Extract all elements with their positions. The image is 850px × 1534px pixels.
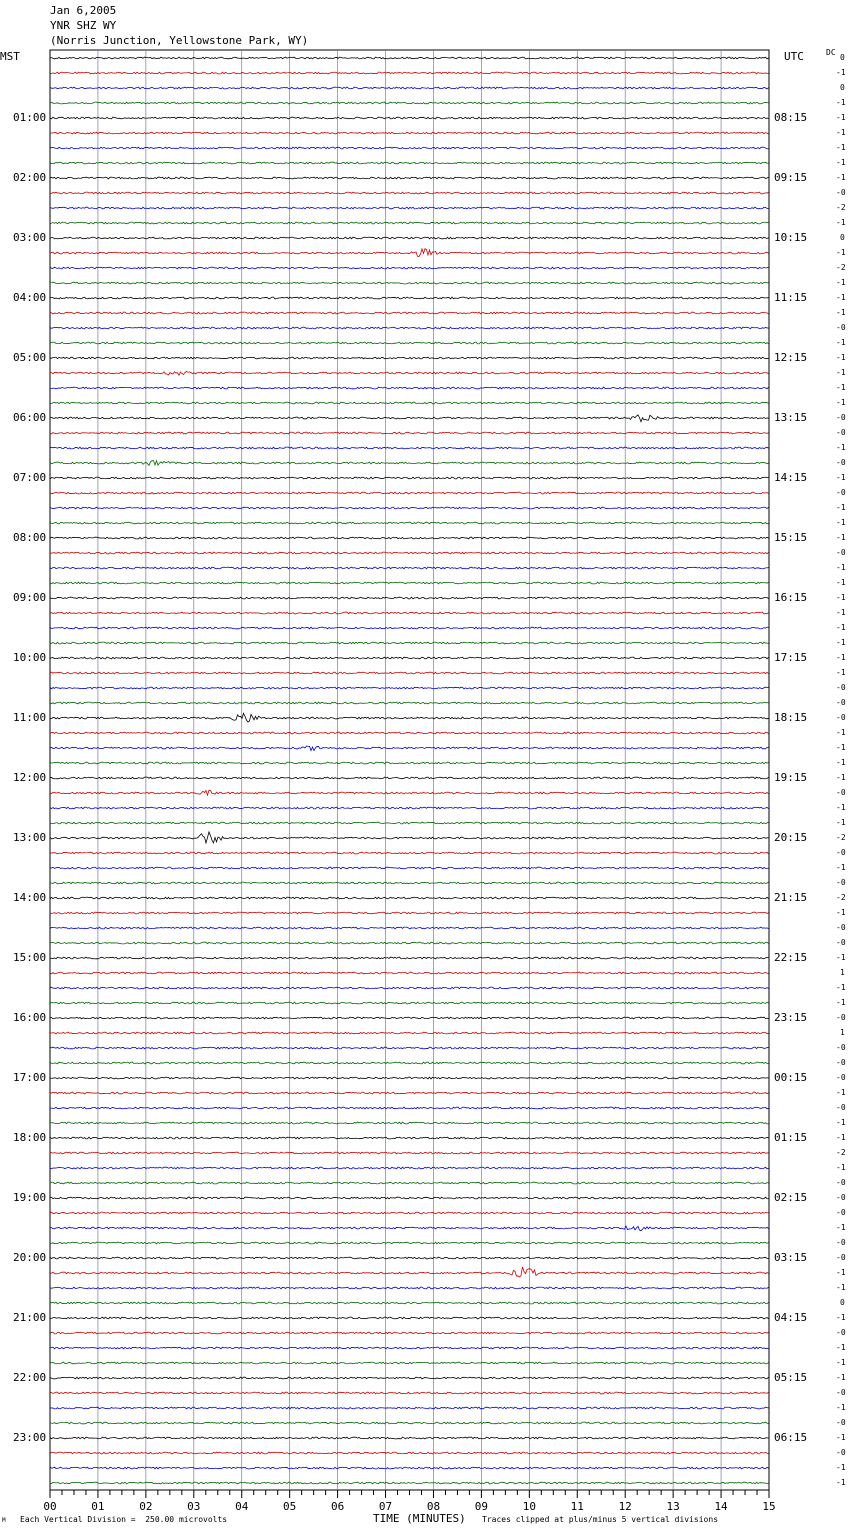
trace-59 <box>50 942 769 944</box>
trace-13 <box>50 249 769 257</box>
trace-30 <box>50 507 769 509</box>
dc-offset-value: -0 <box>836 1388 846 1397</box>
trace-64 <box>50 1017 769 1019</box>
dc-offset-value: -0 <box>836 1073 846 1082</box>
trace-94 <box>50 1467 769 1469</box>
dc-offset-value: -0 <box>836 488 846 497</box>
dc-offset-value: -1 <box>836 1433 846 1442</box>
right-hour-label: 00:15 <box>774 1071 808 1084</box>
trace-75 <box>50 1182 769 1184</box>
dc-offset-value: -1 <box>836 68 846 77</box>
dc-offset-value: -1 <box>836 248 846 257</box>
trace-90 <box>50 1407 769 1409</box>
dc-offset-value: -1 <box>836 98 846 107</box>
x-tick-label: 05 <box>283 1500 297 1513</box>
trace-26 <box>50 447 769 449</box>
trace-52 <box>50 832 769 843</box>
dc-offset-value: -0 <box>836 1253 846 1262</box>
dc-offset-value: -1 <box>836 908 846 917</box>
trace-14 <box>50 267 769 269</box>
dc-offset-value: -1 <box>836 1283 846 1292</box>
dc-offset-value: -0 <box>836 1043 846 1052</box>
dc-offset-value: -1 <box>836 593 846 602</box>
trace-49 <box>50 790 769 795</box>
left-hour-label: 08:00 <box>13 531 47 544</box>
dc-offset-value: -1 <box>836 803 846 812</box>
trace-80 <box>50 1257 769 1259</box>
trace-51 <box>50 822 769 824</box>
x-tick-label: 14 <box>714 1500 728 1513</box>
dc-offset-value: -1 <box>836 143 846 152</box>
dc-offset-value: -1 <box>836 308 846 317</box>
dc-offset-value: -1 <box>836 743 846 752</box>
dc-offset-value: -1 <box>836 1223 846 1232</box>
right-hour-label: 01:15 <box>774 1131 808 1144</box>
dc-offset-value: 0 <box>840 83 845 92</box>
dc-offset-value: -1 <box>836 773 846 782</box>
trace-43 <box>50 702 769 704</box>
trace-4 <box>50 117 769 119</box>
trace-39 <box>50 642 769 644</box>
dc-offset-value: -1 <box>836 728 846 737</box>
dc-offset-value: 1 <box>840 1028 845 1037</box>
trace-85 <box>50 1332 769 1334</box>
trace-88 <box>50 1377 769 1379</box>
dc-offset-value: -1 <box>836 398 846 407</box>
trace-45 <box>50 732 769 734</box>
x-tick-label: 08 <box>426 1500 441 1513</box>
trace-91 <box>50 1422 769 1424</box>
dc-offset-value: -2 <box>836 833 846 842</box>
dc-offset-value: -1 <box>836 1403 846 1412</box>
dc-offset-value: -1 <box>836 173 846 182</box>
dc-offset-value: -1 <box>836 1478 846 1487</box>
dc-offset-value: -2 <box>836 1148 846 1157</box>
dc-offset-value: -1 <box>836 1163 846 1172</box>
dc-offset-value: -1 <box>836 953 846 962</box>
trace-63 <box>50 1002 769 1004</box>
dc-offset-value: -1 <box>836 638 846 647</box>
dc-offset-value: -1 <box>836 1268 846 1277</box>
trace-5 <box>50 132 769 134</box>
right-hour-label: 10:15 <box>774 231 808 244</box>
right-hour-label: 03:15 <box>774 1251 808 1264</box>
dc-offset-value: -1 <box>836 278 846 287</box>
dc-offset-value: 0 <box>840 53 845 62</box>
trace-27 <box>50 461 769 466</box>
trace-79 <box>50 1242 769 1244</box>
trace-11 <box>50 222 769 224</box>
dc-offset-value: -0 <box>836 323 846 332</box>
trace-16 <box>50 297 769 299</box>
trace-76 <box>50 1197 769 1199</box>
dc-offset-value: -0 <box>836 1208 846 1217</box>
trace-71 <box>50 1122 769 1124</box>
trace-74 <box>50 1167 769 1169</box>
left-hour-label: 22:00 <box>13 1371 47 1384</box>
trace-68 <box>50 1077 769 1079</box>
dc-offset-value: -1 <box>836 503 846 512</box>
right-hour-label: 22:15 <box>774 951 808 964</box>
dc-offset-value: -1 <box>836 623 846 632</box>
left-hour-label: 05:00 <box>13 351 47 364</box>
dc-offset-value: -0 <box>836 1238 846 1247</box>
dc-offset-value: -1 <box>836 383 846 392</box>
trace-31 <box>50 522 769 524</box>
dc-offset-value: -1 <box>836 818 846 827</box>
plot-frame <box>50 50 769 1490</box>
header-station: YNR SHZ WY <box>50 19 117 32</box>
right-hour-label: 18:15 <box>774 711 808 724</box>
x-axis-title: TIME (MINUTES) <box>373 1512 466 1525</box>
right-hour-label: 06:15 <box>774 1431 808 1444</box>
trace-78 <box>50 1226 769 1231</box>
left-hour-label: 09:00 <box>13 591 47 604</box>
right-hour-label: 13:15 <box>774 411 808 424</box>
left-hour-label: 11:00 <box>13 711 47 724</box>
trace-87 <box>50 1362 769 1364</box>
trace-12 <box>50 237 769 239</box>
x-tick-label: 09 <box>474 1500 489 1513</box>
dc-offset-value: -0 <box>836 938 846 947</box>
trace-28 <box>50 477 769 479</box>
left-hour-label: 23:00 <box>13 1431 47 1444</box>
x-tick-label: 10 <box>522 1500 536 1513</box>
dc-offset-value: -0 <box>836 1448 846 1457</box>
dc-offset-value: -1 <box>836 338 846 347</box>
dc-offset-value: -1 <box>836 608 846 617</box>
right-hour-label: 04:15 <box>774 1311 808 1324</box>
right-hour-label: 15:15 <box>774 531 808 544</box>
dc-offset-value: -0 <box>836 428 846 437</box>
trace-92 <box>50 1437 769 1439</box>
dc-offset-value: -0 <box>836 1058 846 1067</box>
left-hour-label: 01:00 <box>13 111 47 124</box>
dc-offset-value: 0 <box>840 1298 845 1307</box>
right-hour-label: 09:15 <box>774 171 808 184</box>
dc-offset-value: -1 <box>836 578 846 587</box>
trace-62 <box>50 987 769 989</box>
trace-66 <box>50 1047 769 1049</box>
trace-3 <box>50 102 769 104</box>
clip-note: Traces clipped at plus/minus 5 vertical divisions <box>482 1515 719 1524</box>
header-location: (Norris Junction, Yellowstone Park, WY) <box>50 34 309 47</box>
left-hour-label: 17:00 <box>13 1071 47 1084</box>
left-timezone-label: MST <box>0 50 20 63</box>
dc-offset-value: -1 <box>836 518 846 527</box>
trace-44 <box>50 713 769 722</box>
dc-offset-value: -2 <box>836 263 846 272</box>
dc-offset-value: -1 <box>836 983 846 992</box>
dc-offset-value: -1 <box>836 1343 846 1352</box>
dc-offset-value: -0 <box>836 878 846 887</box>
trace-46 <box>50 746 769 751</box>
dc-offset-value: -0 <box>836 698 846 707</box>
trace-25 <box>50 432 769 434</box>
trace-18 <box>50 327 769 329</box>
x-tick-label: 12 <box>618 1500 632 1513</box>
trace-9 <box>50 192 769 194</box>
right-hour-label: 08:15 <box>774 111 808 124</box>
x-axis-ticks <box>43 1490 775 1513</box>
dc-offset-value: -1 <box>836 1463 846 1472</box>
x-tick-label: 01 <box>91 1500 105 1513</box>
x-tick-label: 15 <box>762 1500 776 1513</box>
trace-72 <box>50 1137 769 1139</box>
left-hour-label: 18:00 <box>13 1131 47 1144</box>
trace-86 <box>50 1347 769 1349</box>
dc-offset-value: -0 <box>836 1103 846 1112</box>
x-tick-label: 02 <box>139 1500 153 1513</box>
trace-57 <box>50 912 769 914</box>
trace-41 <box>50 672 769 674</box>
trace-84 <box>50 1317 769 1319</box>
trace-89 <box>50 1392 769 1394</box>
trace-69 <box>50 1092 769 1094</box>
trace-60 <box>50 957 769 959</box>
trace-50 <box>50 807 769 809</box>
trace-47 <box>50 762 769 764</box>
dc-offset-value: -2 <box>836 203 846 212</box>
trace-7 <box>50 162 769 164</box>
trace-15 <box>50 282 769 284</box>
dc-offset-value: -1 <box>836 533 846 542</box>
dc-offset-value: 0 <box>840 233 845 242</box>
trace-67 <box>50 1062 769 1064</box>
dc-offset-value: -1 <box>836 368 846 377</box>
header-date: Jan 6,2005 <box>50 4 117 17</box>
trace-53 <box>50 852 769 854</box>
scale-note: Each Vertical Division = 250.00 microvolts <box>20 1515 228 1524</box>
dc-offset-value: -1 <box>836 1118 846 1127</box>
left-hour-label: 10:00 <box>13 651 47 664</box>
trace-55 <box>50 882 769 884</box>
dc-offset-value: -1 <box>836 353 846 362</box>
dc-offset-value: -1 <box>836 1088 846 1097</box>
trace-29 <box>50 492 769 494</box>
dc-offset-value: -0 <box>836 923 846 932</box>
trace-10 <box>50 207 769 209</box>
dc-offset-value: -1 <box>836 668 846 677</box>
left-hour-label: 12:00 <box>13 771 47 784</box>
right-hour-label: 02:15 <box>774 1191 808 1204</box>
dc-offset-value: -0 <box>836 548 846 557</box>
trace-32 <box>50 537 769 539</box>
trace-38 <box>50 627 769 629</box>
left-hour-label: 16:00 <box>13 1011 47 1024</box>
right-hour-label: 19:15 <box>774 771 808 784</box>
trace-24 <box>50 415 769 422</box>
right-hour-label: 21:15 <box>774 891 808 904</box>
trace-19 <box>50 342 769 344</box>
dc-offset-value: -1 <box>836 113 846 122</box>
dc-offset-value: -0 <box>836 713 846 722</box>
trace-95 <box>50 1482 769 1484</box>
x-tick-label: 03 <box>187 1500 201 1513</box>
right-hour-label: 12:15 <box>774 351 808 364</box>
x-tick-label: 06 <box>330 1500 345 1513</box>
dc-offset-value: -0 <box>836 683 846 692</box>
right-hour-label: 17:15 <box>774 651 808 664</box>
dc-offset-value: -1 <box>836 128 846 137</box>
right-hour-label: 16:15 <box>774 591 808 604</box>
trace-21 <box>50 372 769 376</box>
x-tick-label: 04 <box>235 1500 249 1513</box>
dc-offset-value: -1 <box>836 653 846 662</box>
dc-offset-value: -1 <box>836 473 846 482</box>
dc-offset-value: -0 <box>836 1013 846 1022</box>
left-hour-label: 14:00 <box>13 891 47 904</box>
trace-58 <box>50 927 769 929</box>
trace-33 <box>50 552 769 554</box>
trace-82 <box>50 1287 769 1289</box>
dc-offset-value: -1 <box>836 758 846 767</box>
trace-23 <box>50 402 769 404</box>
trace-6 <box>50 147 769 149</box>
dc-offset-value: 1 <box>840 968 845 977</box>
trace-8 <box>50 177 769 179</box>
right-hour-label: 23:15 <box>774 1011 808 1024</box>
trace-83 <box>50 1302 769 1304</box>
minute-gridlines <box>98 50 721 1490</box>
trace-54 <box>50 867 769 869</box>
dc-offset-value: -0 <box>836 1418 846 1427</box>
right-hour-label: 05:15 <box>774 1371 808 1384</box>
right-hour-label: 11:15 <box>774 291 808 304</box>
trace-81 <box>50 1267 769 1277</box>
left-hour-label: 13:00 <box>13 831 47 844</box>
trace-0 <box>50 57 769 59</box>
x-tick-label: 07 <box>378 1500 393 1513</box>
left-hour-label: 19:00 <box>13 1191 47 1204</box>
dc-offset-value: -1 <box>836 1373 846 1382</box>
trace-34 <box>50 567 769 569</box>
trace-73 <box>50 1152 769 1154</box>
dc-offset-value: -1 <box>836 1133 846 1142</box>
dc-offset-value: -0 <box>836 1178 846 1187</box>
trace-48 <box>50 777 769 779</box>
left-hour-label: 07:00 <box>13 471 47 484</box>
left-hour-label: 15:00 <box>13 951 47 964</box>
dc-offset-value: -1 <box>836 1358 846 1367</box>
trace-61 <box>50 972 769 974</box>
dc-offset-value: -1 <box>836 158 846 167</box>
dc-offset-value: -1 <box>836 563 846 572</box>
dc-offset-value: -1 <box>836 218 846 227</box>
x-tick-label: 11 <box>570 1500 584 1513</box>
dc-offset-value: -1 <box>836 293 846 302</box>
dc-offset-value: -1 <box>836 998 846 1007</box>
right-timezone-label: UTC <box>784 50 804 63</box>
trace-1 <box>50 72 769 74</box>
trace-35 <box>50 582 769 584</box>
trace-42 <box>50 687 769 689</box>
trace-20 <box>50 357 769 359</box>
left-hour-label: 20:00 <box>13 1251 47 1264</box>
dc-offset-value: -0 <box>836 458 846 467</box>
right-hour-label: 14:15 <box>774 471 808 484</box>
dc-offset-value: -1 <box>836 863 846 872</box>
dc-offset-value: -2 <box>836 893 846 902</box>
left-hour-label: 02:00 <box>13 171 47 184</box>
trace-36 <box>50 597 769 599</box>
trace-93 <box>50 1452 769 1454</box>
left-hour-label: 03:00 <box>13 231 47 244</box>
trace-65 <box>50 1032 769 1034</box>
right-hour-label: 20:15 <box>774 831 808 844</box>
trace-2 <box>50 87 769 89</box>
trace-77 <box>50 1212 769 1214</box>
trace-56 <box>50 897 769 899</box>
left-hour-label: 21:00 <box>13 1311 47 1324</box>
trace-17 <box>50 312 769 314</box>
dc-offset-value: -0 <box>836 848 846 857</box>
dc-offset-value: -0 <box>836 788 846 797</box>
left-hour-label: 04:00 <box>13 291 47 304</box>
dc-offset-value: -0 <box>836 1193 846 1202</box>
dc-offset-value: -1 <box>836 443 846 452</box>
corner-mark: M <box>2 1517 6 1524</box>
left-hour-label: 06:00 <box>13 411 47 424</box>
trace-70 <box>50 1107 769 1109</box>
dc-offset-value: -0 <box>836 413 846 422</box>
dc-label: DC <box>826 48 836 57</box>
dc-offset-value: -0 <box>836 1328 846 1337</box>
dc-offset-value: -1 <box>836 1313 846 1322</box>
x-tick-label: 00 <box>43 1500 57 1513</box>
trace-22 <box>50 387 769 389</box>
dc-offset-value: -0 <box>836 188 846 197</box>
seismic-traces <box>50 57 769 1484</box>
trace-37 <box>50 612 769 614</box>
trace-40 <box>50 657 769 659</box>
x-tick-label: 13 <box>666 1500 680 1513</box>
